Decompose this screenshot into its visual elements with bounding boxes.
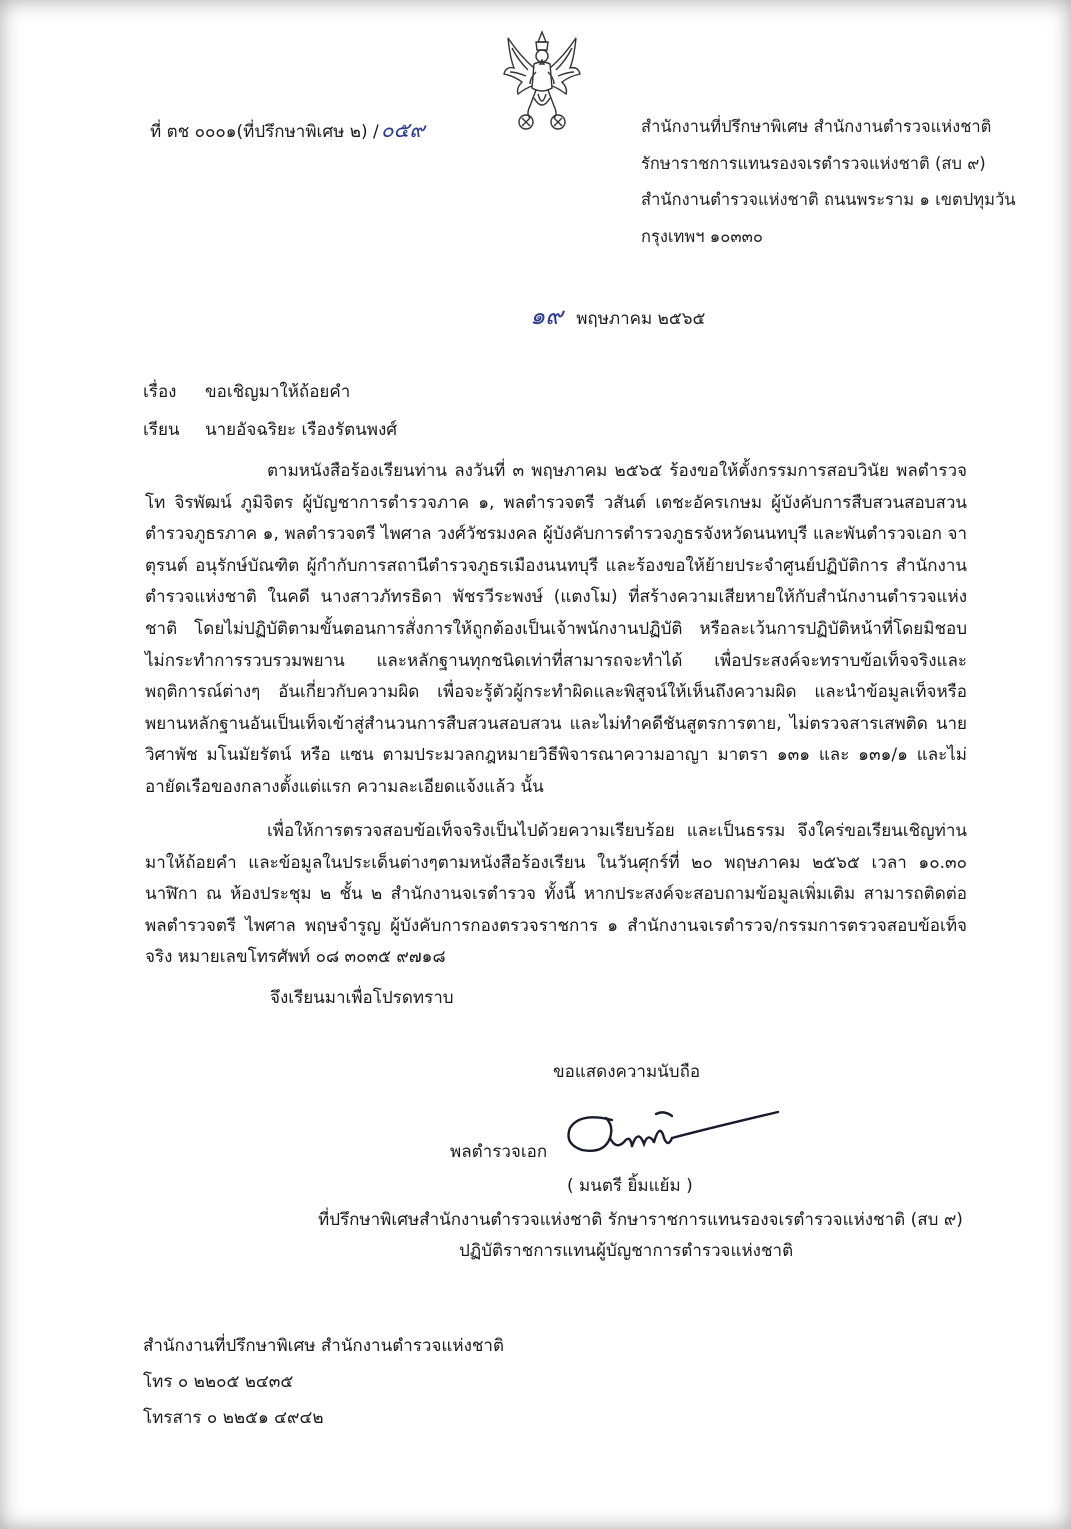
signer-name: ( มนตรี ยิ้มแย้ม ) — [567, 1176, 693, 1196]
date-month-year: พฤษภาคม ๒๕๖๕ — [576, 309, 706, 329]
closing-line: จึงเรียนมาเพื่อโปรดทราบ — [270, 988, 454, 1008]
addressee-value: นายอัจฉริยะ เรืองรัตนพงศ์ — [205, 420, 398, 440]
handwritten-signature — [560, 1098, 790, 1162]
footer-fax: โทรสาร ๐ ๒๒๕๑ ๔๙๔๒ — [143, 1408, 324, 1428]
signer-rank: พลตำรวจเอก — [450, 1142, 548, 1162]
sender-address-line-2: รักษาราชการแทนรองจเรตำรวจแห่งชาติ (สบ ๙) — [641, 154, 986, 173]
date-day-handwritten: ๑๙ — [530, 302, 563, 330]
reference-prefix: ที่ ตช ๐๐๐๑(ที่ปรึกษาพิเศษ ๒) / — [150, 122, 379, 142]
sender-address-line-3: สำนักงานตำรวจแห่งชาติ ถนนพระราม ๑ เขตปทุมวัน — [641, 190, 1016, 209]
regards-text: ขอแสดงความนับถือ — [553, 1062, 701, 1082]
signer-position-line-1: ที่ปรึกษาพิเศษสำนักงานตำรวจแห่งชาติ รักษาราชการแทนรองจเรตำรวจแห่งชาติ (สบ ๙) — [318, 1210, 963, 1230]
subject-value: ขอเชิญมาให้ถ้อยคำ — [205, 382, 351, 402]
footer-phone: โทร ๐ ๒๒๐๕ ๒๔๓๕ — [143, 1372, 294, 1392]
footer-office: สำนักงานที่ปรึกษาพิเศษ สำนักงานตำรวจแห่งชาติ — [143, 1336, 505, 1356]
reference-number-handwritten: ๐๕๙ — [380, 118, 425, 142]
letter-date — [530, 296, 705, 335]
reference-number — [150, 114, 425, 147]
sender-address-line-4: กรุงเทพฯ ๑๐๓๓๐ — [641, 227, 763, 246]
body-paragraph-1: ตามหนังสือร้องเรียนท่าน ลงวันที่ ๓ พฤษภาคม ๒๕๖๕ ร้องขอให้ตั้งกรรมการสอบวินัย พลตำรวจโท จิรพัฒน์ ภูมิจิตร ผู้บัญชาการตำรวจภาค ๑, พลตำรวจตรี วสันต์ เตชะอัครเกษม ผู้บังคับการสืบสวนสอบสวนตำรวจภูธรภาค ๑, พลตำรวจตรี ไพศาล วงศ์วัชรมงคล ผู้บังคับการตำรวจภูธรจังหวัดนนทบุรี และพันตำรวจเอก จาตุรนต์ อนุรักษ์บัณฑิต ผู้กำกับการสถานีตำรวจภูธรเมืองนนทบุรี และร้องขอให้ย้ายประจำศูนย์ปฏิบัติการ สำนักงานตำรวจแห่งชาติ ในคดี นางสาวภัทรธิดา พัชรวีระพงษ์ (แตงโม) ที่สร้างความเสียหายให้กับสำนักงานตำรวจแห่งชาติ โดยไม่ปฏิบัติตามขั้นตอนการสั่งการให้ถูกต้องเป็นเจ้าพนักงานปฏิบัติ หรือละเว้นการปฏิบัติหน้าที่โดยมิชอบ ไม่กระทำการรวบรวมพยาน และหลักฐานทุกชนิดเท่าที่สามารถจะทำได้ เพื่อประสงค์จะทราบข้อเท็จจริงและพฤติการณ์ต่างๆ อันเกี่ยวกับความผิด เพื่อจะรู้ตัวผู้กระทำผิดและพิสูจน์ให้เห็นถึงความผิด และนำข้อมูลเท็จหรือพยานหลักฐานอันเป็นเท็จเข้าสู่สำนวนการสืบสวนสอบสวน และไม่ทำคดีชันสูตรการตาย, ไม่ตรวจสารเสพติด นายวิศาพัช มโนมัยรัตน์ หรือ แซน ตามประมวลกฎหมายวิธีพิจารณาความอาญา มาตรา ๑๓๑ และ ๑๓๑/๑ และไม่อายัดเรือของกลางตั้งแต่แรก ความละเอียดแจ้งแล้ว นั้น — [145, 461, 967, 797]
subject-label: เรื่อง — [143, 382, 177, 402]
body-paragraph-2: เพื่อให้การตรวจสอบข้อเท็จจริงเป็นไปด้วยความเรียบร้อย และเป็นธรรม จึงใคร่ขอเรียนเชิญท่านมาให้ถ้อยคำ และข้อมูลในประเด็นต่างๆตามหนังสือร้องเรียน ในวันศุกร์ที่ ๒๐ พฤษภาคม ๒๕๖๕ เวลา ๑๐.๓๐ นาฬิกา ณ ห้องประชุม ๒ ชั้น ๒ สำนักงานจเรตำรวจ ทั้งนี้ หากประสงค์จะสอบถามข้อมูลเพิ่มเติม สามารถติดต่อ พลตำรวจตรี ไพศาล พฤษจำรูญ ผู้บังคับการกองตรวจราชการ ๑ สำนักงานจเรตำรวจ/กรรมการตรวจสอบข้อเท็จจริง หมายเลขโทรศัพท์ ๐๘ ๓๐๓๕ ๙๗๑๘ — [145, 821, 967, 968]
addressee-label: เรียน — [143, 420, 180, 440]
signer-position-line-2: ปฏิบัติราชการแทนผู้บัญชาการตำรวจแห่งชาติ — [459, 1241, 794, 1261]
garuda-emblem-icon — [500, 28, 584, 138]
sender-address-line-1: สำนักงานที่ปรึกษาพิเศษ สำนักงานตำรวจแห่งชาติ — [641, 117, 992, 136]
